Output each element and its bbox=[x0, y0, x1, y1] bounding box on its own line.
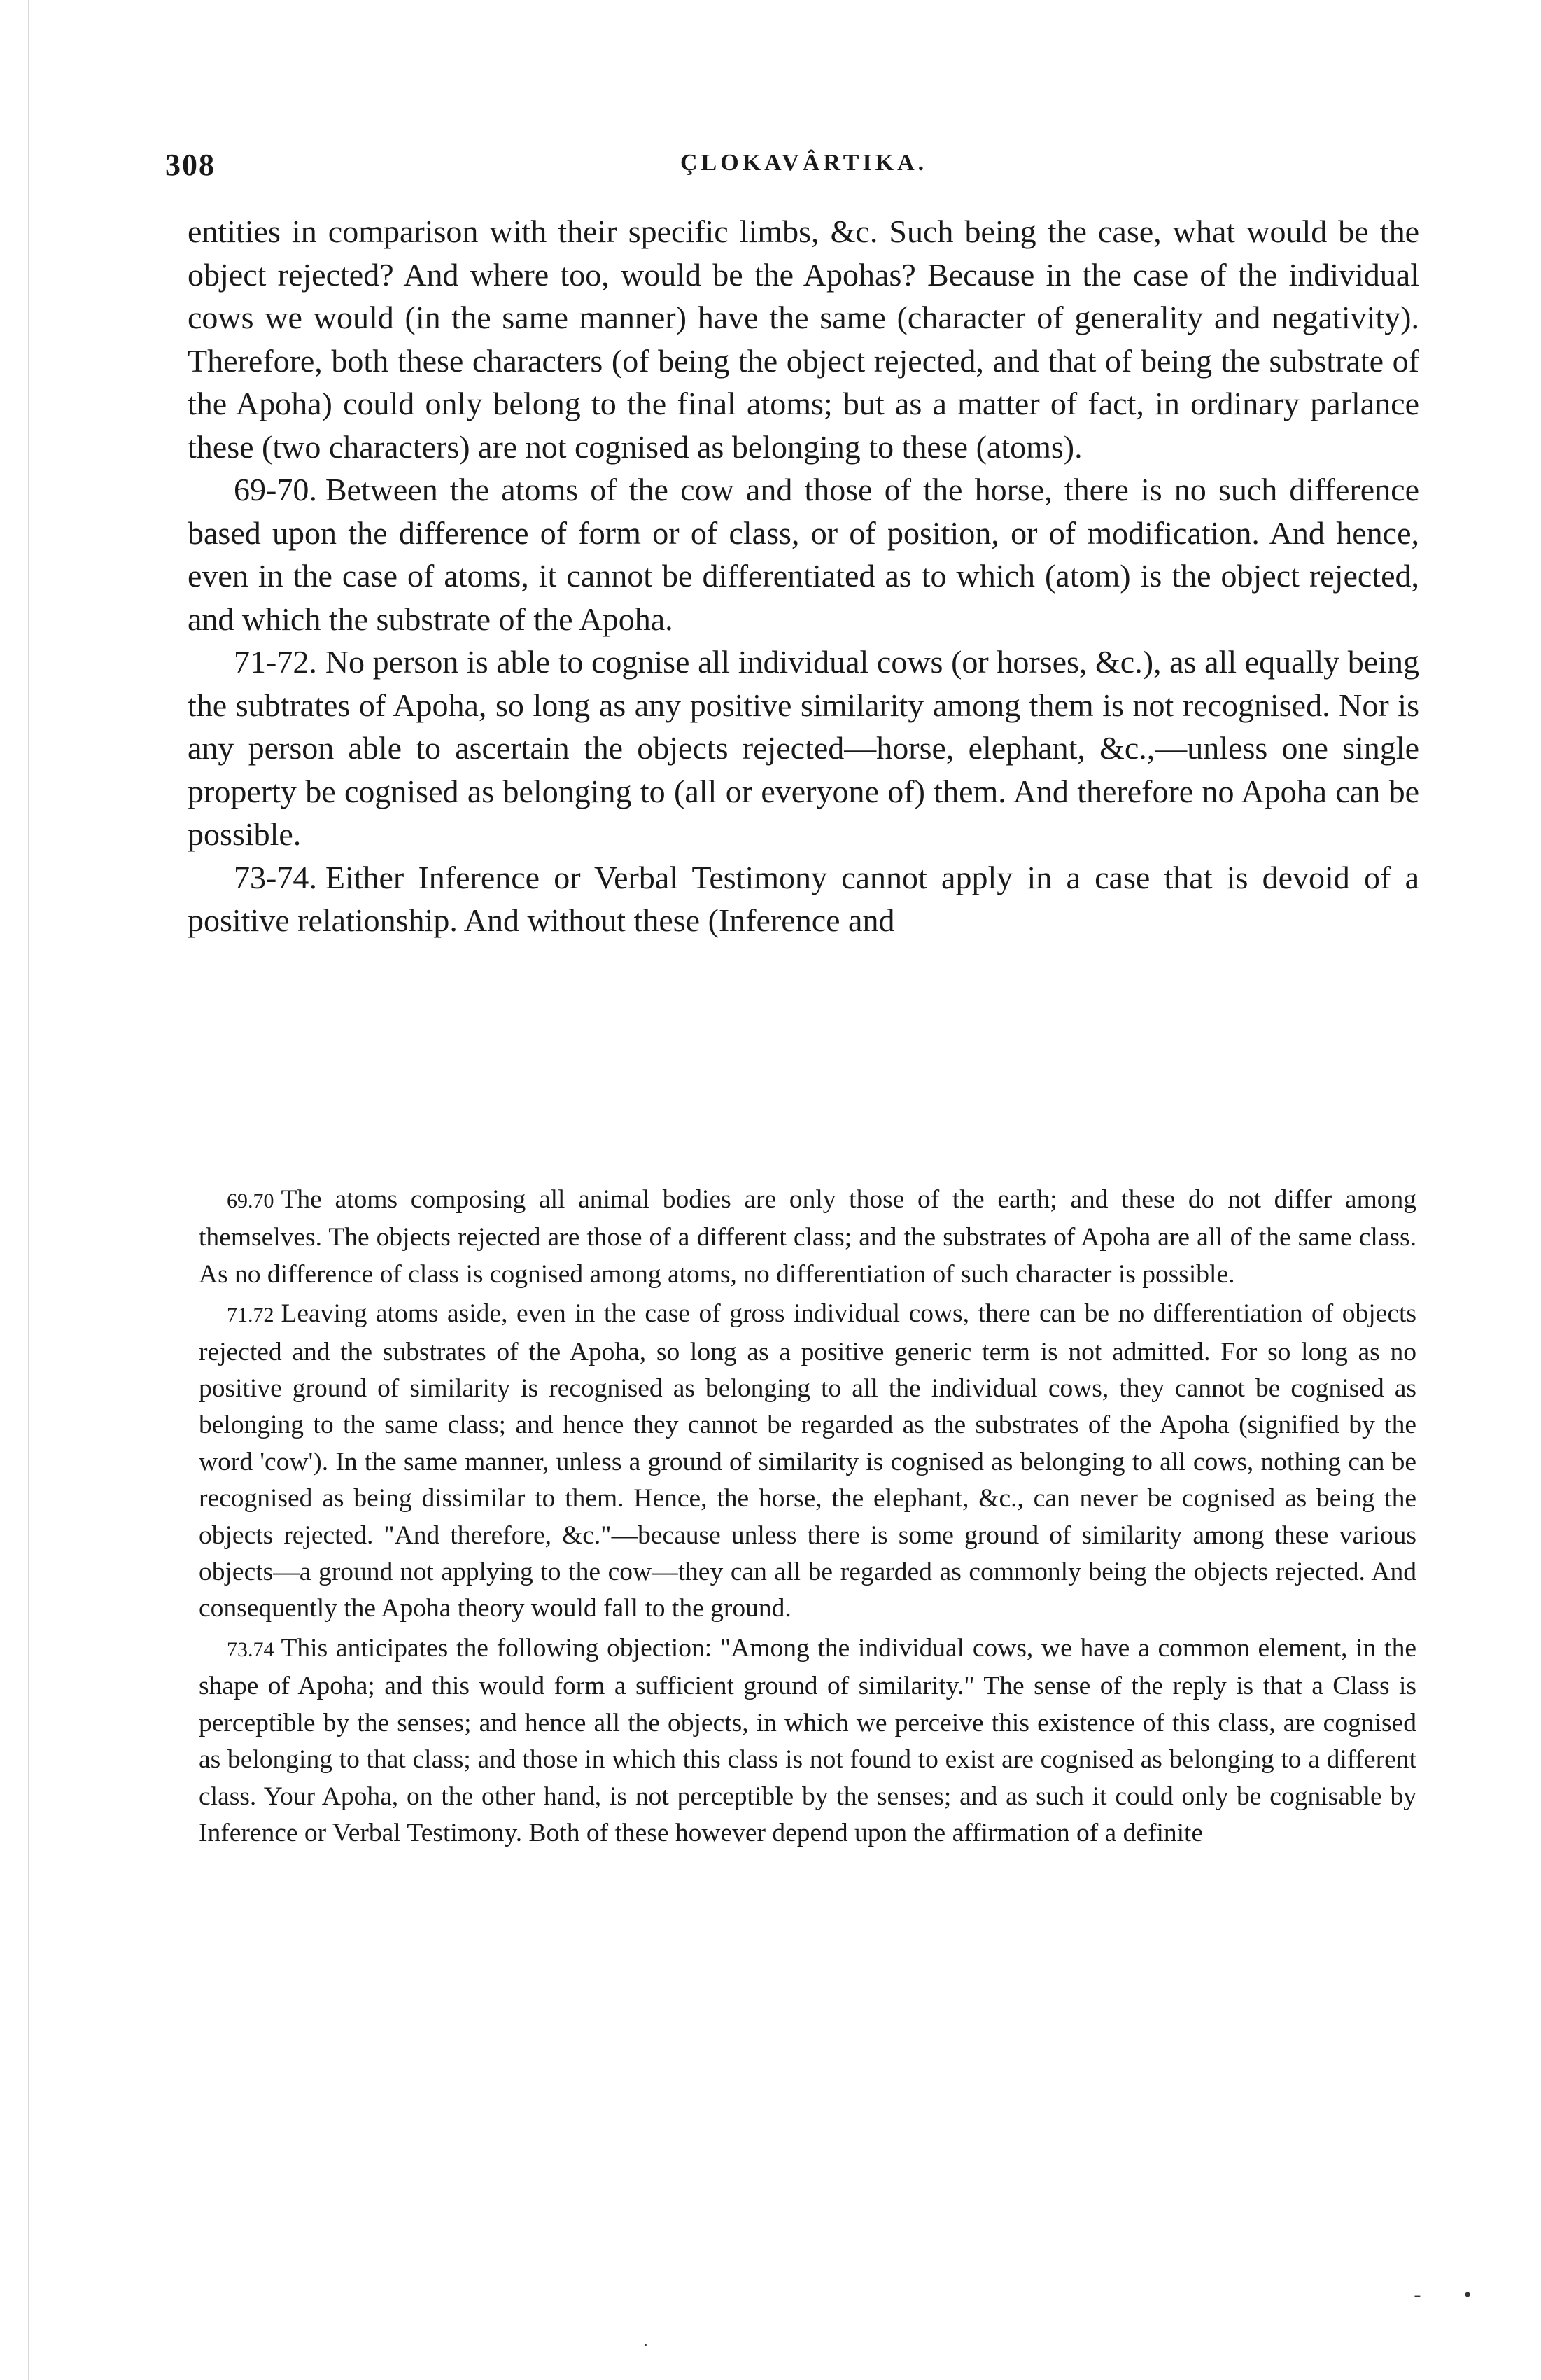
ink-speck: • bbox=[1463, 2286, 1473, 2305]
footnotes bbox=[199, 1182, 1416, 1854]
paragraph-71-72 bbox=[188, 640, 1419, 856]
verse-number: 73-74. bbox=[234, 859, 317, 895]
page-number: 308 bbox=[165, 148, 216, 182]
footnote-text: This anticipates the following objection: "Among the individual cows, we have a common element, in the shape of Apoha; and this would form a sufficient ground of similarity." The sense of the reply is that a Class is perceptible by the senses; and hence all the objects, in which we perceive this existence of this class, are cognised as belonging to that class; and those in which this class is not found to exist are cognised as belonging to a different class. Your Apoha, on the other hand, is not perceptible by the senses; and as such it could only be cognisable by Inference or Verbal Testimony. Both of these however depend upon the affirmation of a definite bbox=[199, 1633, 1416, 1847]
footnote-71-72 bbox=[199, 1296, 1416, 1628]
verse-number: 69-70. bbox=[234, 472, 317, 507]
paragraph-69-70 bbox=[188, 468, 1419, 640]
verse-number: 71-72. bbox=[234, 644, 317, 680]
footnote-69-70 bbox=[199, 1182, 1416, 1293]
main-text bbox=[188, 210, 1419, 942]
ink-speck: · bbox=[644, 2338, 648, 2353]
paragraph-text: Between the atoms of the cow and those of the horse, there is no such difference based upon the difference of form or of class, or of position, or of modification. And hence, even in the case of atoms, it cannot be differentiated as to which (atom) is the object rejected, and which the substrate of the Apoha. bbox=[188, 472, 1419, 637]
running-header bbox=[165, 147, 1446, 189]
paragraph-text: Either Inference or Verbal Testimony cannot apply in a case that is devoid of a positive relationship. And without these (Inference and bbox=[188, 859, 1419, 938]
paragraph-text: No person is able to cognise all individual cows (or horses, &c.), as all equally being the subtrates of Apoha, so long as any positive similarity among them is not recognised. Nor is any person able to ascertain the objects rejected—horse, elephant, &c.,—unless one single property be cognised as belonging to (all or everyone of) them. And therefore no Apoha can be possible. bbox=[188, 644, 1419, 852]
paragraph-continuation: entities in comparison with their specific limbs, &c. Such being the case, what would be the object rejected? And where too, would be the Apohas? Because in the case of the individual cows we would (in the same manner) have the same (character of generality and negativity). Therefore, both these characters (of being the object rejected, and that of being the substrate of the Apoha) could only belong to the final atoms; but as a matter of fact, in ordinary parlance these (two characters) are not cognised as belonging to these (atoms). bbox=[188, 214, 1419, 465]
footnote-73-74 bbox=[199, 1630, 1416, 1851]
ink-speck: - bbox=[1414, 2283, 1421, 2308]
scan-edge-line bbox=[28, 0, 29, 2380]
footnote-text: The atoms composing all animal bodies are only those of the earth; and these do not differ among themselves. The objects rejected are those of a different class; and the substrates of Apoha are all of the same class. As no difference of class is cognised among atoms, no differentiation of such character is possible. bbox=[199, 1185, 1416, 1289]
running-title: ÇLOKAVÂRTIKA. bbox=[680, 150, 928, 176]
footnote-number: 69.70 bbox=[227, 1189, 274, 1212]
footnote-number: 71.72 bbox=[227, 1303, 274, 1327]
footnote-number: 73.74 bbox=[227, 1637, 274, 1661]
footnote-text: Leaving atoms aside, even in the case of gross individual cows, there can be no differentiation of objects rejected and the substrates of the Apoha, so long as a positive generic term is not admitted. For so long as no positive ground of similarity is recognised as belonging to all the individual cows, they cannot be cognised as belonging to the same class; and hence they cannot be regarded as the substrates of the Apoha (signified by the word 'cow'). In the same manner, unless a ground of similarity is cognised as belonging to all cows, nothing can be recognised as being dissimilar to them. Hence, the horse, the elephant, &c., can never be cognised as being the objects rejected. "And therefore, &c."—because unless there is some ground of similarity among these various objects—a ground not applying to the cow—they can all be regarded as commonly being the objects rejected. And consequently the Apoha theory would fall to the ground. bbox=[199, 1299, 1416, 1623]
paragraph-73-74 bbox=[188, 856, 1419, 942]
